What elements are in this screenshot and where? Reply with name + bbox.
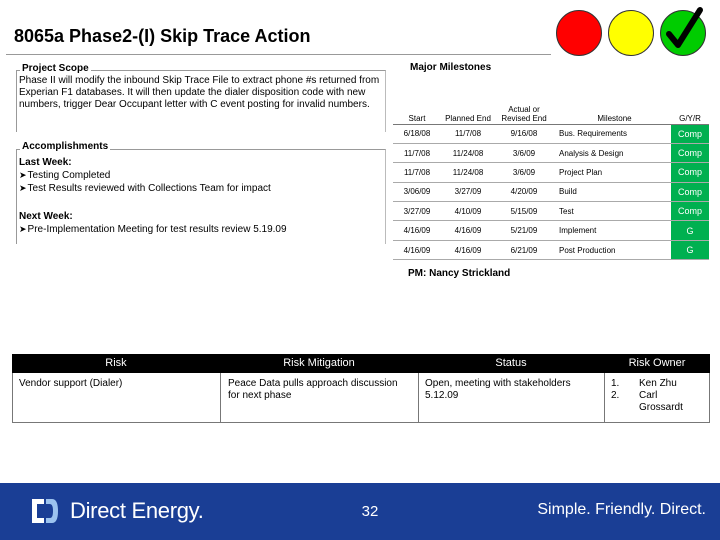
actual-end-cell: 3/6/09	[495, 163, 553, 182]
yellow-status-light	[608, 10, 654, 56]
actual-end-cell: 3/6/09	[495, 143, 553, 162]
planned-end-cell: 11/24/08	[441, 143, 495, 162]
milestone-cell: Analysis & Design	[553, 143, 671, 162]
milestone-cell: Implement	[553, 221, 671, 240]
milestone-row	[393, 182, 709, 201]
start-cell: 11/7/08	[393, 163, 441, 182]
col-header-milestone: Milestone	[553, 82, 671, 124]
last-week-item: ➤ Testing Completed	[19, 169, 379, 182]
planned-end-cell: 11/24/08	[441, 163, 495, 182]
milestone-row	[393, 124, 709, 143]
risk-mitigation-text: Peace Data pulls approach discussion for next phase	[228, 378, 398, 401]
footer-bar	[0, 483, 720, 540]
gyr-cell: Comp	[671, 182, 709, 201]
milestone-row	[393, 163, 709, 182]
actual-end-cell: 5/15/09	[495, 202, 553, 221]
risk-table-header	[12, 354, 710, 373]
last-week-section	[19, 157, 379, 195]
start-cell: 3/27/09	[393, 202, 441, 221]
milestone-cell: Test	[553, 202, 671, 221]
page-number: 32	[361, 503, 379, 520]
status-header: Status	[495, 357, 527, 369]
status-lights	[556, 10, 706, 58]
last-week-item: ➤ Test Results reviewed with Collections Team for impact	[19, 182, 379, 195]
col-header-gyr: G/Y/R	[671, 82, 709, 124]
planned-end-cell: 3/27/09	[441, 182, 495, 201]
direct-energy-logo-icon	[30, 495, 60, 527]
page-title: 8065a Phase2-(I) Skip Trace Action	[14, 26, 311, 46]
project-scope-text: Phase II will modify the inbound Skip Trace File to extract phone #s returned from Experian F1 databases. It will then update the dialer disposition code with new numbers, trigger Dear Occupant letter with C event posting for invalid numbers.	[19, 75, 380, 110]
start-cell: 4/16/09	[393, 240, 441, 259]
project-scope-label: Project Scope	[22, 63, 89, 74]
title-divider	[6, 54, 551, 55]
start-cell: 11/7/08	[393, 143, 441, 162]
gyr-cell: Comp	[671, 163, 709, 182]
milestone-cell: Build	[553, 182, 671, 201]
actual-end-cell: 6/21/09	[495, 240, 553, 259]
actual-end-cell: 5/21/09	[495, 221, 553, 240]
gyr-cell: Comp	[671, 202, 709, 221]
gyr-cell: Comp	[671, 124, 709, 143]
risk-owner-header: Risk Owner	[628, 357, 686, 369]
next-week-heading: Next Week:	[19, 211, 73, 222]
col-header-actual-end: Actual or Revised End	[495, 82, 553, 124]
red-status-light	[556, 10, 602, 56]
risk-mitigation-cell	[221, 373, 419, 423]
accomplishments-label: Accomplishments	[22, 141, 109, 152]
milestone-cell: Bus. Requirements	[553, 124, 671, 143]
start-cell: 3/06/09	[393, 182, 441, 201]
owner-entry: 1. Ken Zhu	[611, 378, 677, 389]
milestones-table	[393, 82, 709, 260]
gyr-cell: G	[671, 240, 709, 259]
actual-end-cell: 4/20/09	[495, 182, 553, 201]
planned-end-cell: 4/16/09	[441, 221, 495, 240]
tagline: Simple. Friendly. Direct.	[537, 501, 706, 518]
milestones-header-row	[393, 82, 709, 124]
owner-entry: 2. Carl Grossardt	[611, 390, 683, 413]
project-manager: PM: Nancy Strickland	[408, 268, 511, 279]
next-week-section	[19, 211, 379, 236]
milestone-row	[393, 221, 709, 240]
risk-header: Risk	[105, 357, 127, 369]
next-week-item: ➤ Pre-Implementation Meeting for test results review 5.19.09	[19, 223, 379, 236]
milestone-cell: Project Plan	[553, 163, 671, 182]
col-header-start: Start	[393, 82, 441, 124]
gyr-cell: Comp	[671, 143, 709, 162]
risk-owner-cell	[605, 373, 711, 423]
start-cell: 6/18/08	[393, 124, 441, 143]
status-cell: Open, meeting with stakeholders 5.12.09	[419, 373, 605, 423]
start-cell: 4/16/09	[393, 221, 441, 240]
last-week-heading: Last Week:	[19, 157, 72, 168]
milestone-row	[393, 240, 709, 259]
major-milestones-label: Major Milestones	[410, 62, 492, 73]
gyr-cell: G	[671, 221, 709, 240]
planned-end-cell: 4/10/09	[441, 202, 495, 221]
milestone-row	[393, 202, 709, 221]
milestone-cell: Post Production	[553, 240, 671, 259]
planned-end-cell: 4/16/09	[441, 240, 495, 259]
checkmark-icon	[660, 4, 706, 56]
risk-cell: Vendor support (Dialer)	[13, 373, 221, 423]
col-header-planned-end: Planned End	[441, 82, 495, 124]
risk-table-row	[12, 373, 710, 423]
planned-end-cell: 11/7/08	[441, 124, 495, 143]
milestone-row	[393, 143, 709, 162]
brand-name: Direct Energy.	[70, 498, 204, 523]
actual-end-cell: 9/16/08	[495, 124, 553, 143]
risk-mitigation-header: Risk Mitigation	[283, 357, 355, 369]
